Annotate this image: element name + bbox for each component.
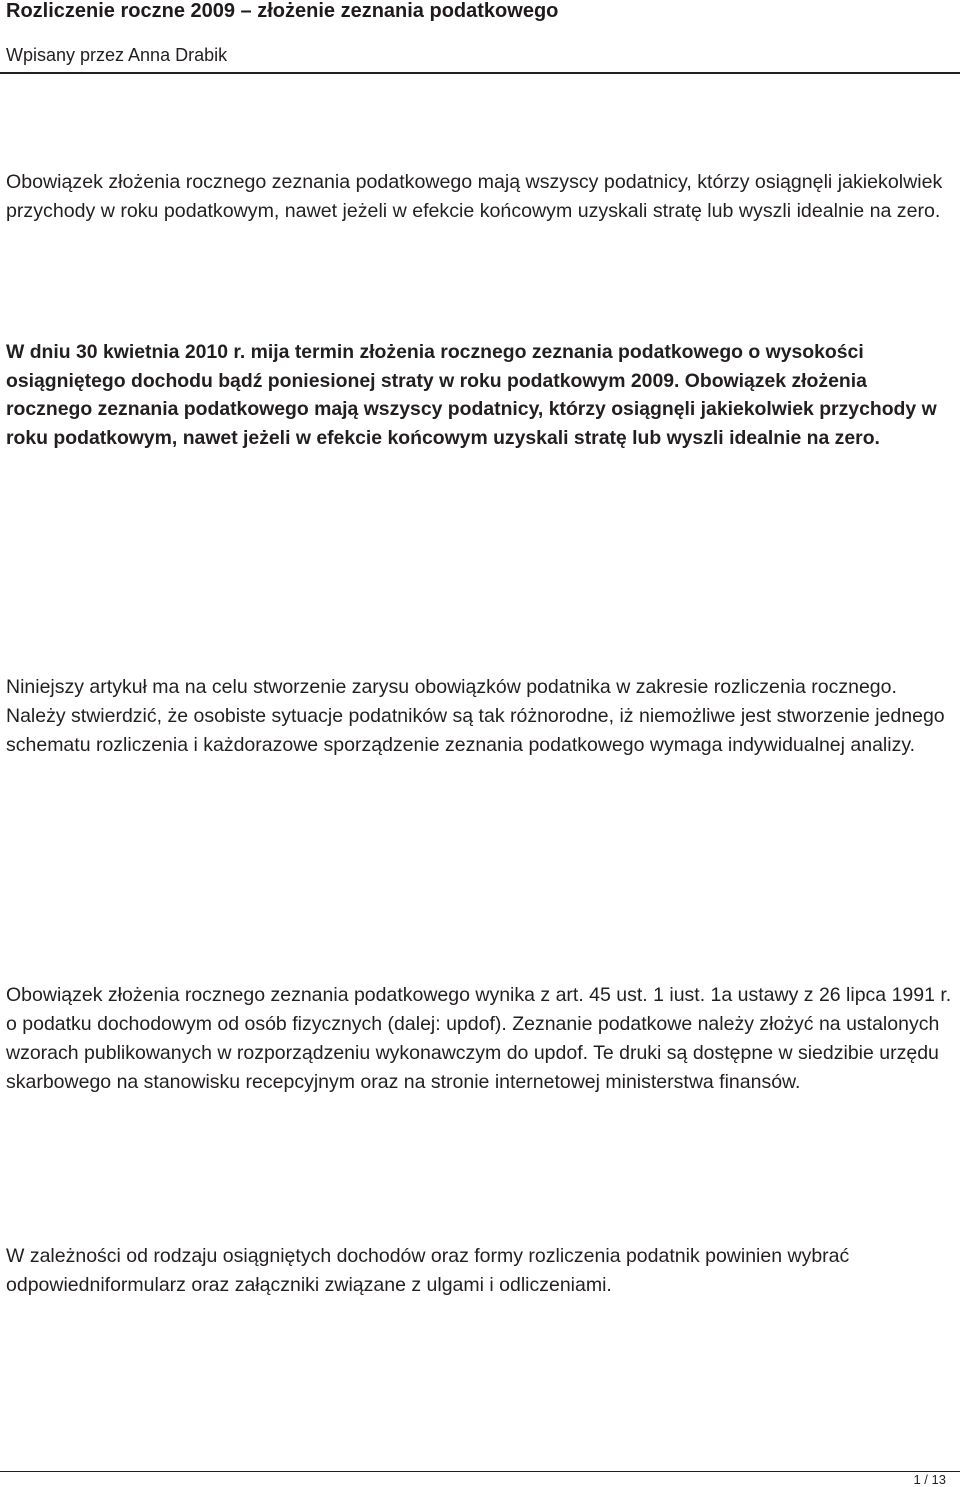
body-paragraph-legal-basis: Obowiązek złożenia rocznego zeznania podatkowego wynika z art. 45 ust. 1 iust. 1a ustawy z 26 lipca 1991 r. o podatku dochodowym od osób fizycznych (dalej: updof). Zeznanie podatkowe należy złożyć na ustalonych wzorach publikowanych w rozporządzeniu wykonawczym do updof. Te druki są dostępne w siedzibie urzędu skarbowego na stanowisku recepcyjnym oraz na stronie internetowej ministerstwa finansów. (6, 984, 952, 1093)
author-line: Wpisany przez Anna Drabik (6, 45, 228, 65)
document-header (6, 0, 956, 66)
footer-divider (0, 1471, 960, 1472)
page-number: 1 / 13 (913, 1472, 946, 1487)
body-paragraph-article-purpose: Niniejszy artykuł ma na celu stworzenie zarysu obowiązków podatnika w zakresie rozliczenia rocznego. Należy stwierdzić, że osobiste sytuacje podatników są tak różnorodne, iż niemożliwe jest stworzenie jednego schematu rozliczenia i każdorazowe sporządzenie zeznania podatkowego wymaga indywidualnej analizy. (6, 676, 945, 756)
lead-paragraph: Obowiązek złożenia rocznego zeznania podatkowego mają wszyscy podatnicy, którzy osiągnęli jakiekolwiek przychody w roku podatkowym, nawet jeżeli w efekcie końcowym uzyskali stratę lub wyszli idealnie na zero. (6, 171, 943, 222)
body-paragraph-form-choice: W zależności od rodzaju osiągniętych dochodów oraz formy rozliczenia podatnik powinien wybrać odpowiedniformularz oraz załączniki związane z ulgami i odliczeniami. (6, 1245, 850, 1296)
bold-intro-paragraph: W dniu 30 kwietnia 2010 r. mija termin złożenia rocznego zeznania podatkowego o wysokości osiągniętego dochodu bądź poniesionej straty w roku podatkowym 2009. Obowiązek złożenia rocznego zeznania podatkowego mają wszyscy podatnicy, którzy osiągnęli jakiekolwiek przychody w roku podatkowym, nawet jeżeli w efekcie końcowym uzyskali stratę lub wyszli idealnie na zero. (6, 341, 937, 449)
header-divider (0, 72, 960, 74)
page-title: Rozliczenie roczne 2009 – złożenie zeznania podatkowego (6, 0, 559, 22)
